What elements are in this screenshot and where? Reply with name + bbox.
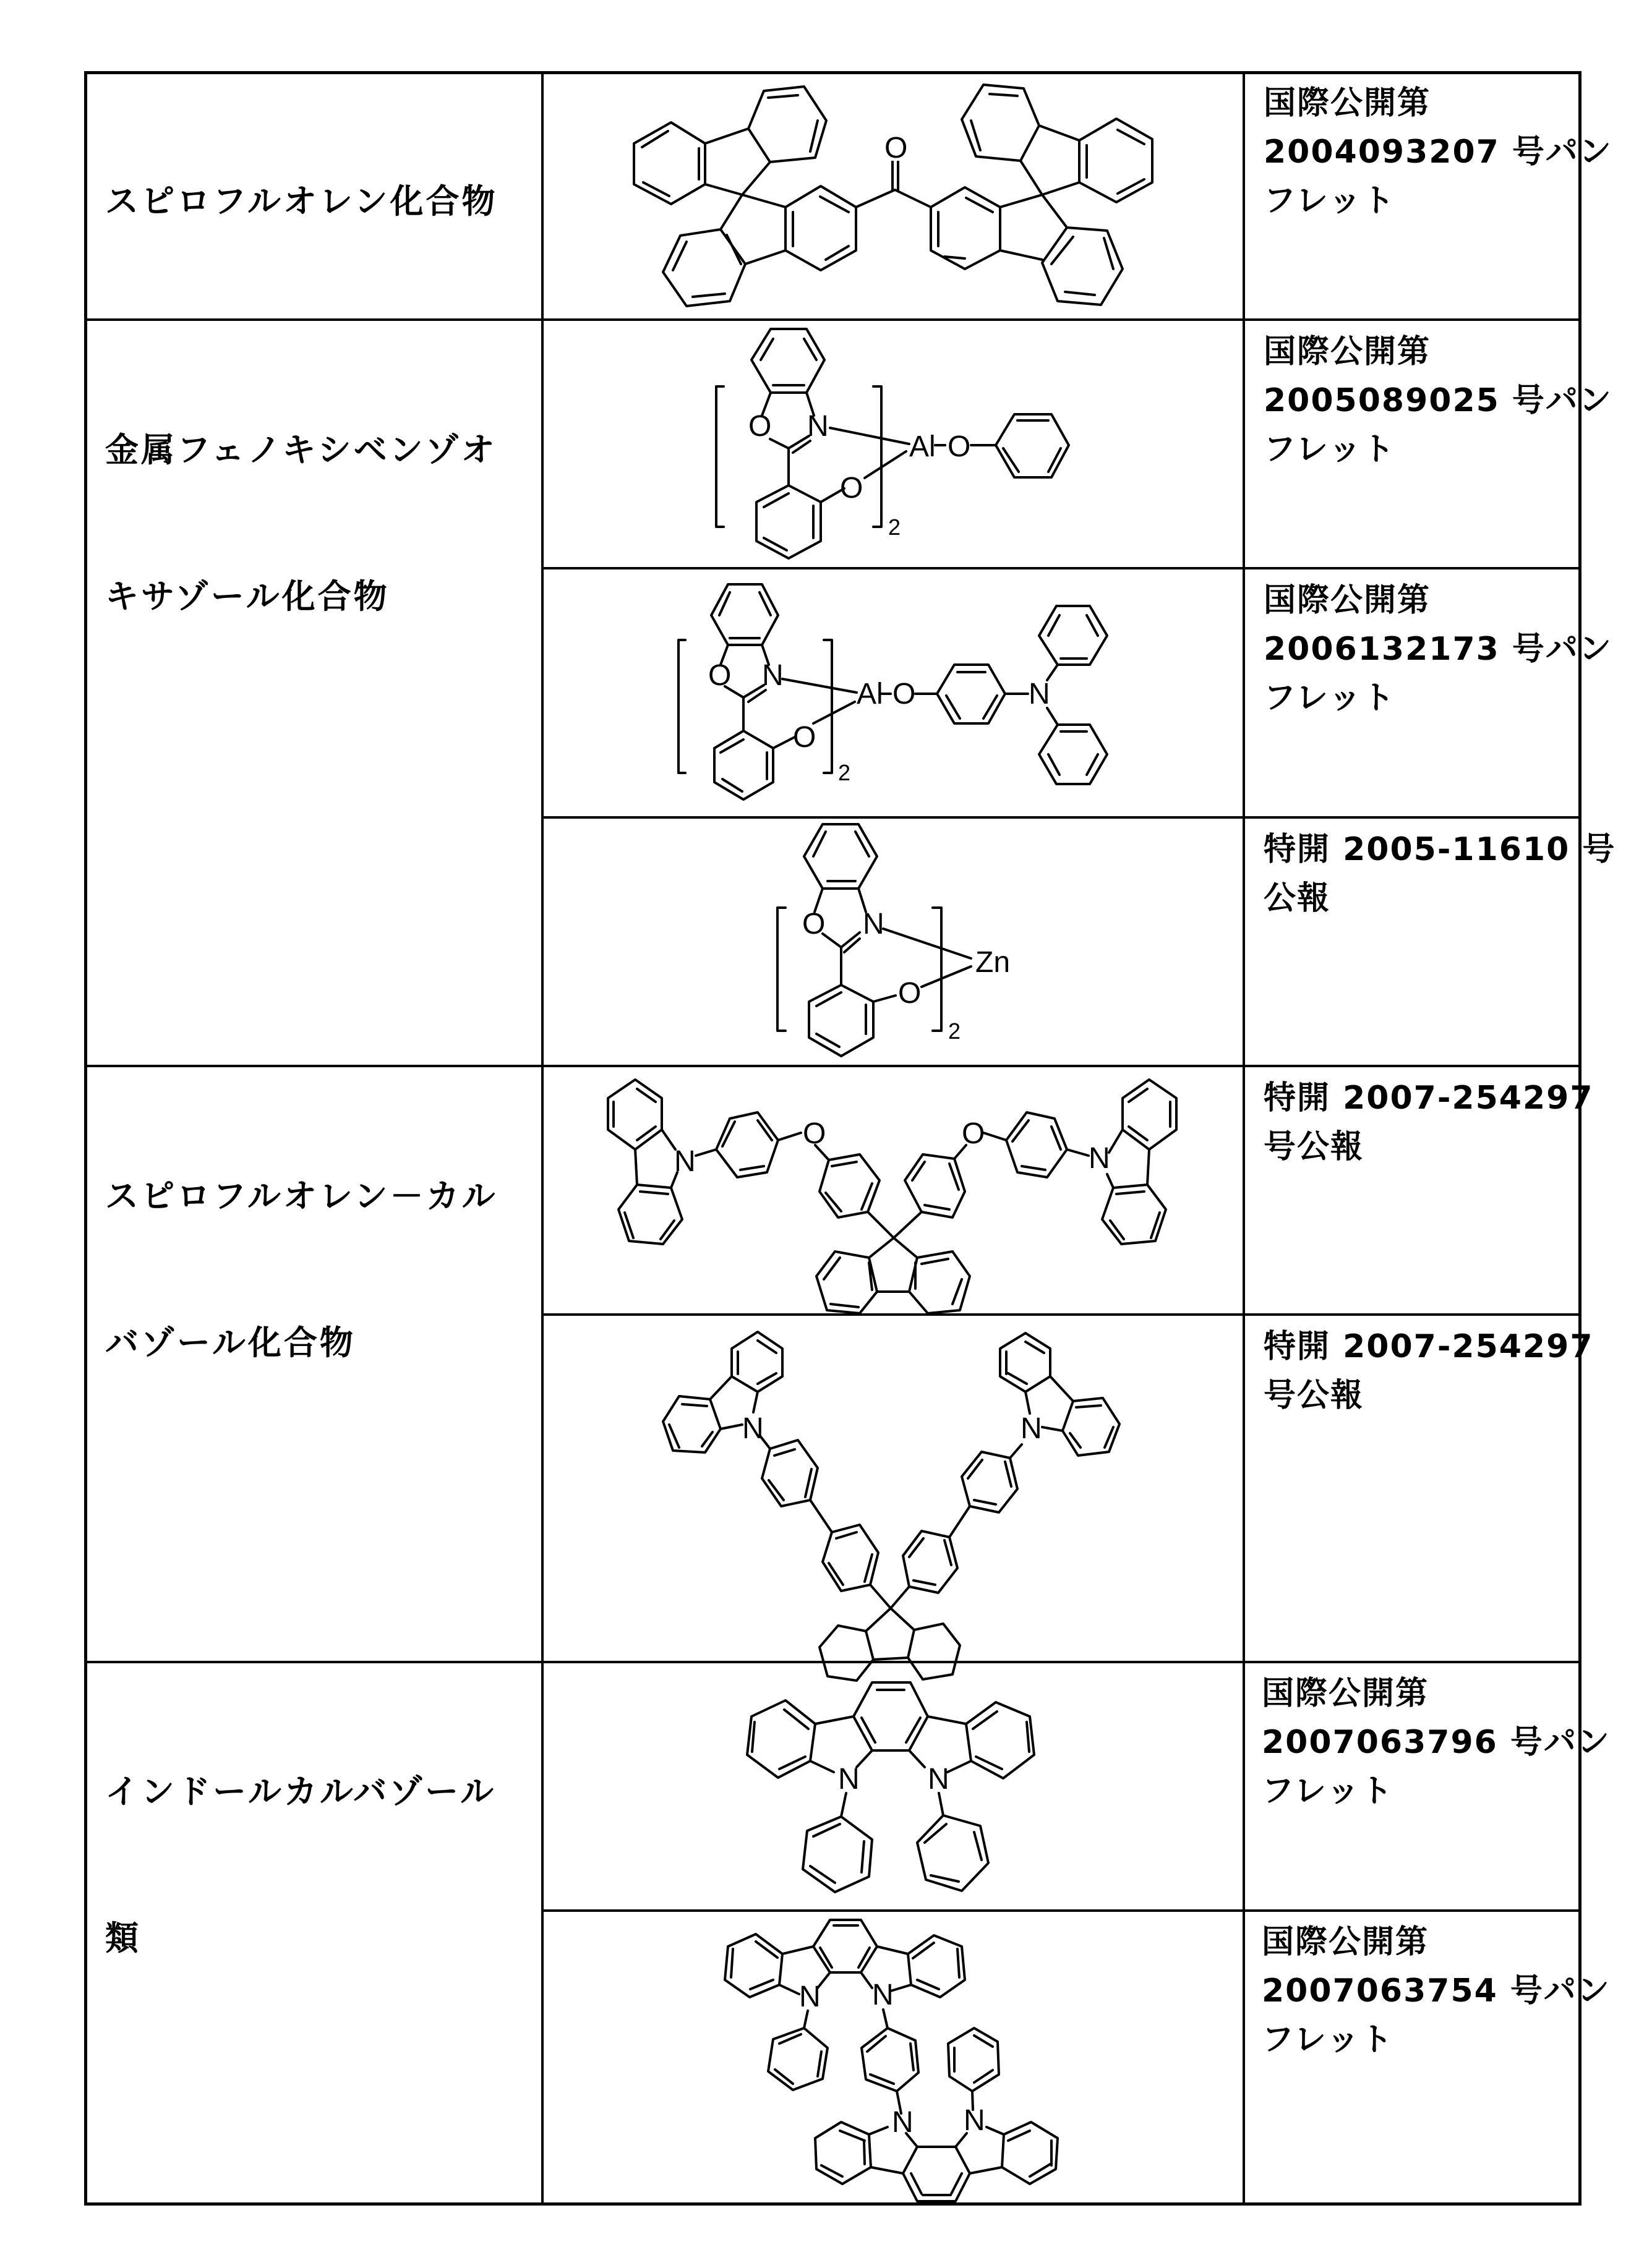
category-line: キサゾール化合物 [105,577,390,616]
carbazole-nitrogen-right-label: N [1089,1142,1110,1175]
carbazole-nitrogen-left-label: N [674,1145,696,1178]
amine-nitrogen-label: N [1029,678,1050,710]
ring-nitrogen-label: N [762,659,784,692]
structure-diphenyl-indolocarbazole [680,1662,1113,1909]
reference-line: 2005089025 号パン [1264,382,1612,419]
indole-nitrogen-left-label: N [838,1763,860,1796]
column-divider-2 [1243,71,1245,2206]
subscript-2: 2 [888,514,901,540]
reference-line: 国際公開第 [1262,1675,1429,1712]
reference-line: 国際公開第 [1262,1924,1429,1961]
structure-al-phenoxybenzoxazole-phenoxide [649,322,1082,569]
carbonyl-oxygen-label: O [884,132,908,164]
structure-spirobifluorene-ketone [618,71,1175,318]
subrow-divider-b2 [542,816,1581,819]
reference-line: 特開 2007-254297 [1264,1080,1594,1117]
reference-line: 2006132173 号パン [1264,631,1612,668]
reference-line: 2007063754 号パン [1262,1972,1611,2010]
link-oxygen-label: O [840,472,863,505]
reference-line: 国際公開第 [1264,85,1431,122]
category-line: スピロフルオレン－カル [105,1177,498,1216]
phenoxy-oxygen-label: O [898,977,922,1010]
top-left-nitrogen-label: N [799,1980,821,2013]
structure-al-phenoxybenzoxazole-triphenylamine [618,569,1175,816]
reference-line: フレット [1262,1773,1394,1810]
ring-nitrogen-label: N [863,908,884,940]
reference-line: フレット [1264,182,1396,220]
column-divider-1 [541,71,544,2206]
reference-line: フレット [1262,2021,1394,2058]
ring-nitrogen-label: N [807,410,829,443]
reference-line: 2007063796 号パン [1262,1724,1611,1761]
category-spirofluorene-carbazole [105,1074,498,1416]
reference-line: 2004093207 号パン [1264,134,1612,171]
ether-oxygen-left-label: O [803,1117,826,1150]
phenoxy-oxygen-label: O [948,430,971,463]
ether-oxygen-right-label: O [962,1117,985,1150]
ring-oxygen-label: O [748,410,772,443]
reference-2-1 [1264,1323,1594,1420]
category-line: 金属フェノキシベンゾオ [105,430,497,469]
top-right-nitrogen-label: N [872,1979,894,2011]
bottom-right-nitrogen-label: N [964,2104,985,2137]
reference-line: フレット [1264,680,1396,717]
category-line: 類 [105,1919,141,1958]
structure-zn-phenoxybenzoxazole [742,816,1051,1064]
structure-fluorene-phenoxyphenyl-carbazole [557,1066,1237,1313]
subscript-2: 2 [948,1018,961,1044]
metal-zinc-label: Zn [975,946,1011,979]
reference-2-0 [1264,1074,1594,1172]
reference-1-2 [1264,825,1616,923]
subscript-2: 2 [838,760,851,785]
phenoxy-oxygen-label: O [892,678,916,710]
category-line: スピロフルオレン化合物 [105,182,498,221]
reference-line: 号公報 [1264,1128,1364,1166]
reference-1-0 [1264,328,1612,474]
reference-line: 国際公開第 [1264,582,1431,619]
reference-line: 公報 [1264,880,1331,917]
carbazole-nitrogen-left-label: N [742,1412,764,1445]
category-metal-phenoxybenzoxazole [105,328,497,670]
reference-line: 号公報 [1264,1377,1364,1414]
carbazole-nitrogen-right-label: N [1021,1412,1042,1445]
structure-bis-indolocarbazole [680,1911,1082,2207]
ring-oxygen-label: O [802,908,826,940]
reference-0-0 [1264,79,1612,226]
reference-1-1 [1264,576,1612,723]
metal-aluminum-label: Al [857,678,883,710]
reference-line: 特開 2007-254297 [1264,1328,1594,1365]
row-divider-a [84,318,1581,321]
reference-line: 特開 2005-11610 号 [1264,831,1616,868]
category-line: バゾール化合物 [105,1323,356,1362]
category-indolocarbazole [105,1669,496,2011]
reference-3-1 [1262,1918,1611,2065]
reference-line: フレット [1264,431,1396,468]
reference-3-0 [1262,1669,1611,1816]
metal-aluminum-label: Al [909,430,936,463]
category-spirofluorene [105,79,498,275]
reference-line: 国際公開第 [1264,333,1431,370]
bottom-left-nitrogen-label: N [892,2106,914,2139]
indole-nitrogen-right-label: N [928,1763,949,1796]
category-line: インドールカルバゾール [105,1772,497,1811]
ring-oxygen-label: O [708,659,732,692]
structure-fluorene-biphenyl-carbazole [618,1315,1175,1661]
link-oxygen-label: O [793,721,816,754]
